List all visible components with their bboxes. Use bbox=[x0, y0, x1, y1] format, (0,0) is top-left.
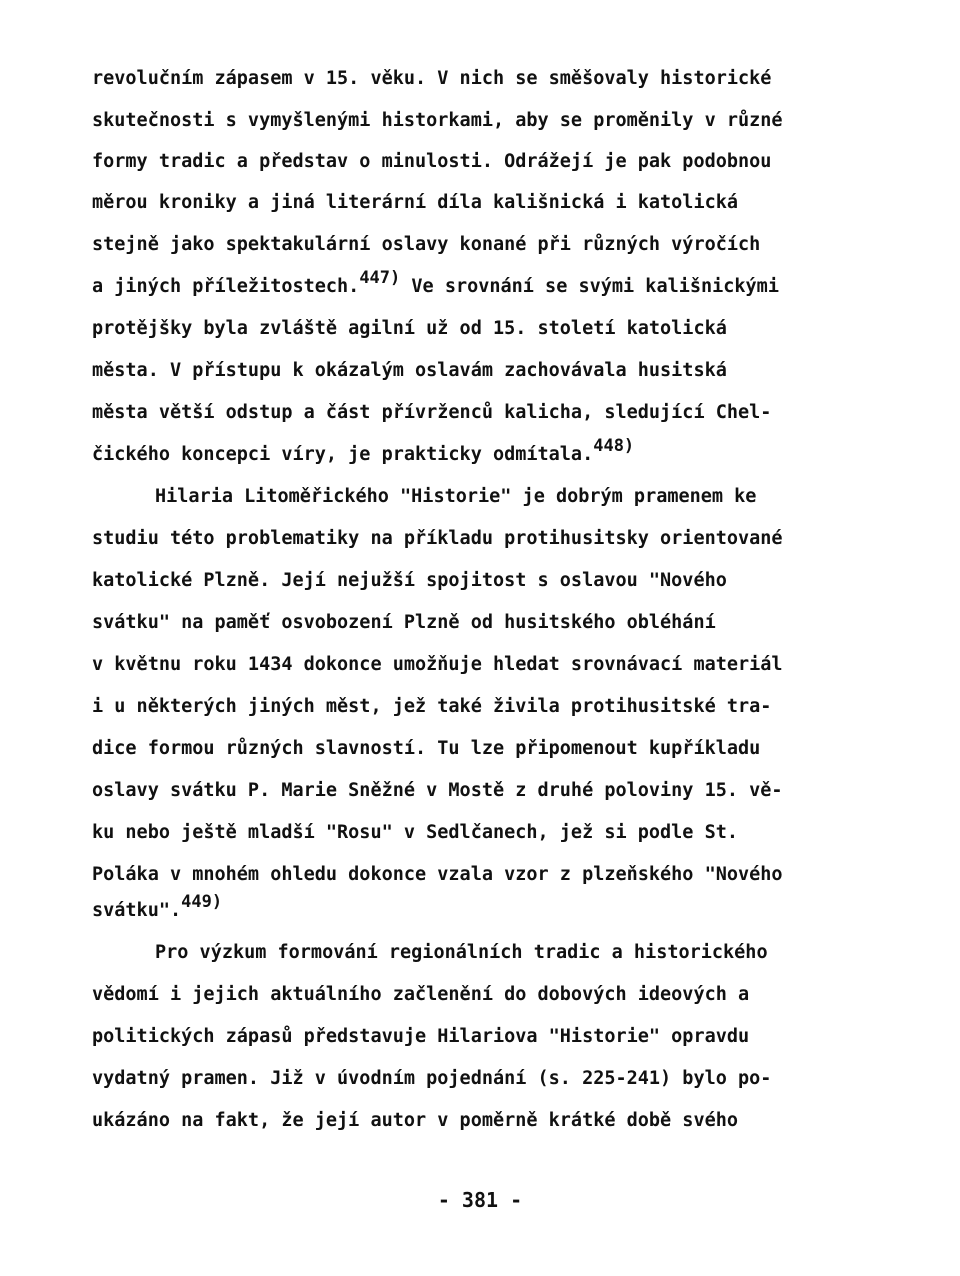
text-line bbox=[92, 151, 771, 173]
text-line bbox=[92, 780, 783, 802]
line-text: vydatný pramen. Již v úvodním pojednání (s. 225-241) bylo po- bbox=[92, 1068, 772, 1089]
text-line bbox=[92, 822, 738, 844]
text-line bbox=[92, 1068, 771, 1090]
text-line bbox=[92, 1026, 749, 1048]
line-text: čického koncepci víry, je prakticky odmítala. bbox=[92, 444, 594, 465]
line-text: oslavy svátku P. Marie Sněžné v Mostě z druhé poloviny 15. vě- bbox=[92, 780, 783, 801]
text-line bbox=[92, 654, 783, 676]
line-text: v květnu roku 1434 dokonce umožňuje hledat srovnávací materiál bbox=[92, 654, 783, 675]
line-text: ku nebo ještě mladší "Rosu" v Sedlčanech, jež si podle St. bbox=[92, 822, 739, 843]
line-text: revolučním zápasem v 15. věku. V nich se směšovaly historické bbox=[92, 68, 772, 89]
line-text: dice formou různých slavností. Tu lze připomenout kupříkladu bbox=[92, 738, 761, 759]
text-line bbox=[92, 68, 771, 90]
text-line bbox=[92, 864, 783, 886]
line-text: a jiných příležitostech. bbox=[92, 276, 360, 297]
footnote-reference: 447) bbox=[359, 267, 401, 288]
line-text: města. V přístupu k okázalým oslavám zachovávala husitská bbox=[92, 360, 727, 381]
line-text: Pro výzkum formování regionálních tradic a historického bbox=[155, 942, 768, 963]
text-line bbox=[92, 696, 771, 718]
text-line bbox=[92, 984, 749, 1006]
text-line bbox=[155, 486, 756, 508]
line-text: vědomí i jejich aktuálního začlenění do dobových ideových a bbox=[92, 984, 750, 1005]
page-number: - 381 - bbox=[437, 1188, 523, 1212]
line-text: města větší odstup a část přívrženců kalicha, sledující Chel- bbox=[92, 402, 772, 423]
line-text: formy tradic a představ o minulosti. Odrážejí je pak podobnou bbox=[92, 151, 772, 172]
text-line bbox=[92, 738, 760, 760]
text-line bbox=[92, 234, 760, 256]
text-line bbox=[155, 942, 768, 964]
line-text: studiu této problematiky na příkladu protihusitsky orientované bbox=[92, 528, 783, 549]
line-text: Hilaria Litoměřického "Historie" je dobrým pramenem ke bbox=[155, 486, 757, 507]
text-line bbox=[92, 318, 727, 340]
text-line bbox=[92, 528, 783, 550]
text-line bbox=[92, 612, 716, 634]
line-text: měrou kroniky a jiná literární díla kališnická i katolická bbox=[92, 192, 739, 213]
text-line bbox=[92, 570, 727, 592]
footnote-reference: 448) bbox=[593, 435, 635, 456]
text-line bbox=[92, 110, 783, 132]
text-line bbox=[92, 891, 223, 922]
line-text: Poláka v mnohém ohledu dokonce vzala vzor z plzeňského "Nového bbox=[92, 864, 783, 885]
line-text-continuation: Ve srovnání se svými kališnickými bbox=[400, 276, 779, 297]
text-line bbox=[92, 267, 779, 298]
footnote-reference: 449) bbox=[181, 891, 223, 912]
line-text: politických zápasů představuje Hilariova "Historie" opravdu bbox=[92, 1026, 750, 1047]
line-text: i u některých jiných měst, jež také živila protihusitské tra- bbox=[92, 696, 772, 717]
text-line bbox=[92, 435, 635, 466]
text-line bbox=[92, 360, 727, 382]
line-text: stejně jako spektakulární oslavy konané při různých výročích bbox=[92, 234, 761, 255]
line-text: skutečnosti s vymyšlenými historkami, aby se proměnily v různé bbox=[92, 110, 783, 131]
line-text: katolické Plzně. Její nejužší spojitost s oslavou "Nového bbox=[92, 570, 727, 591]
line-text: svátku" na paměť osvobození Plzně od husitského obléhání bbox=[92, 612, 716, 633]
text-line bbox=[92, 402, 771, 424]
text-line bbox=[92, 192, 738, 214]
text-line bbox=[92, 1110, 738, 1132]
line-text: protějšky byla zvláště agilní už od 15. století katolická bbox=[92, 318, 727, 339]
line-text: ukázáno na fakt, že její autor v poměrně krátké době svého bbox=[92, 1110, 739, 1131]
line-text: svátku". bbox=[92, 900, 182, 921]
